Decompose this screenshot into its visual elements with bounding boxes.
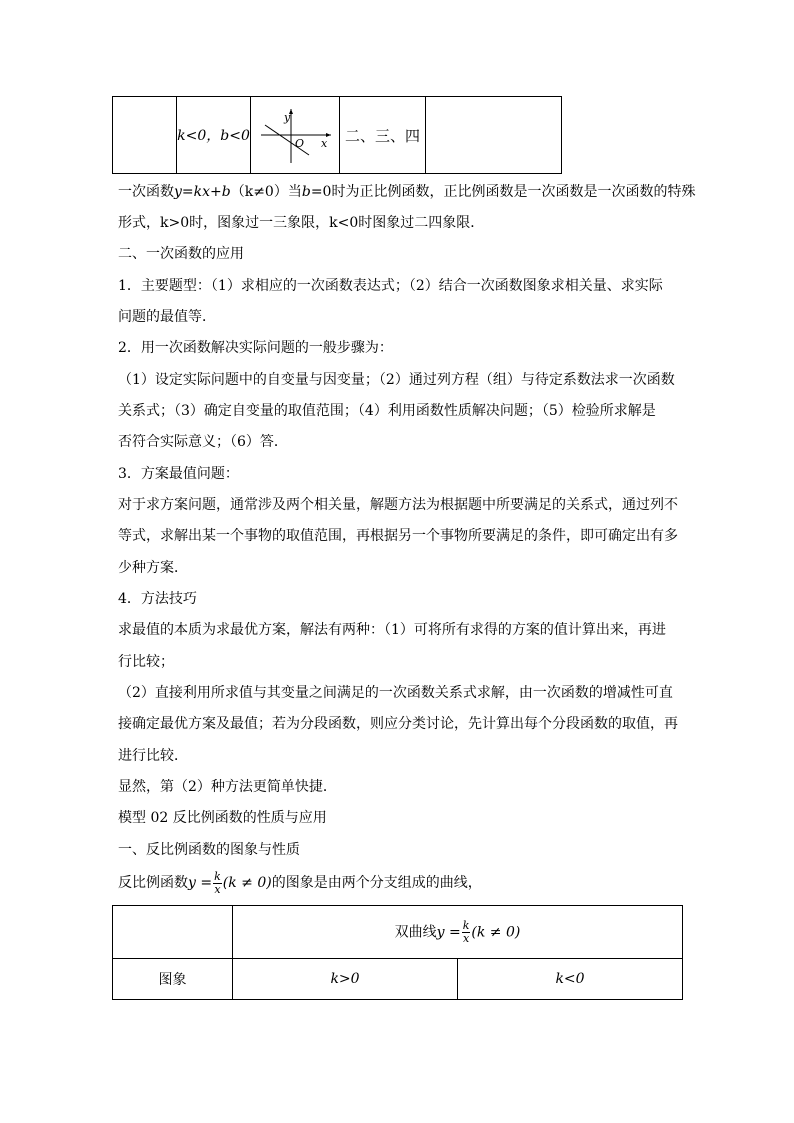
col-k-positive: k>0 — [233, 959, 458, 1000]
linear-function-table — [112, 96, 562, 174]
fraction-k-over-x: $\frac{k}{x}$ — [462, 918, 470, 945]
table-cell-empty — [426, 97, 562, 174]
paragraph-line: 求最值的本质为求最优方案，解法有两种：（1）可将所有求得的方案的值计算出来，再进 — [118, 622, 666, 638]
paragraph-line: 否符合实际意义；（6）答． — [118, 434, 288, 450]
paragraph-line: 对于求方案问题，通常涉及两个相关量，解题方法为根据题中所要满足的关系式，通过列不 — [118, 497, 678, 513]
paragraph-line: 行比较； — [118, 654, 174, 670]
paragraph-line: 3．方案最值问题： — [118, 466, 239, 482]
section-heading: 二、一次函数的应用 — [118, 246, 244, 262]
paragraph-line: 形式，k>0时，图象过一三象限，k<0时图象过二四象限． — [118, 215, 485, 231]
paragraph-line: 4．方法技巧 — [118, 591, 197, 607]
paragraph-line: 关系式；（3）确定自变量的取值范围；（4）利用函数性质解决问题；（5）检验所求解是 — [118, 403, 656, 419]
paragraph-line: 等式，求解出某一个事物的取值范围，再根据另一个事物所要满足的条件，即可确定出有多 — [118, 528, 678, 544]
table-row — [113, 906, 683, 959]
origin-label: O — [295, 137, 305, 150]
section-heading: 一、反比例函数的图象与性质 — [118, 842, 300, 858]
condition-cell: k<0，b<0 — [177, 97, 251, 174]
graph-cell — [251, 97, 340, 174]
paragraph-line: 2．用一次函数解决实际问题的一般步骤为： — [118, 340, 393, 356]
inverse-function-table — [112, 905, 683, 1000]
y-axis-label: y — [284, 111, 291, 124]
paragraph-line: 问题的最值等． — [118, 309, 216, 325]
col-k-negative: k<0 — [458, 959, 683, 1000]
paragraph-line: 显然，第（2）种方法更简单快捷． — [118, 779, 337, 795]
linear-graph — [251, 97, 339, 173]
paragraph-line: （2）直接利用所求值与其变量之间满足的一次函数关系式求解，由一次函数的增减性可直 — [118, 685, 673, 701]
paragraph-line: 反比例函数y = $\frac{k}{x}$ (k ≠ 0)的图象是由两个分支组成的曲线， — [118, 869, 482, 896]
paragraph-line: 1．主要题型：（1）求相应的一次函数表达式；（2）结合一次函数图象求相关量、求实际 — [118, 278, 663, 294]
fraction-k-over-x: $\frac{k}{x}$ — [214, 869, 221, 896]
quadrants-cell: 二、三、四 — [340, 97, 426, 174]
x-axis-label: x — [321, 137, 328, 150]
paragraph-line: 接确定最优方案及最值；若为分段函数，则应分类讨论，先计算出每个分段函数的取值，再 — [118, 716, 678, 732]
hyperbola-header: 双曲线y = $\frac{k}{x}$ (k ≠ 0) — [233, 906, 683, 959]
table-cell-empty — [113, 97, 177, 174]
table-cell-empty — [113, 906, 233, 959]
model-heading: 模型 02 反比例函数的性质与应用 — [118, 810, 327, 826]
paragraph-line: 一次函数y=kx+b（k≠0）当b=0时为正比例函数，正比例函数是一次函数是一次函数的特殊 — [118, 184, 696, 200]
paragraph-line: 少种方案． — [118, 560, 188, 576]
paragraph-line: （1）设定实际问题中的自变量与因变量；（2）通过列方程（组）与待定系数法求一次函数 — [118, 372, 675, 388]
table-row — [113, 97, 562, 174]
paragraph-line: 进行比较． — [118, 748, 188, 764]
table-row — [113, 959, 683, 1000]
row-label-graph: 图象 — [113, 959, 233, 1000]
